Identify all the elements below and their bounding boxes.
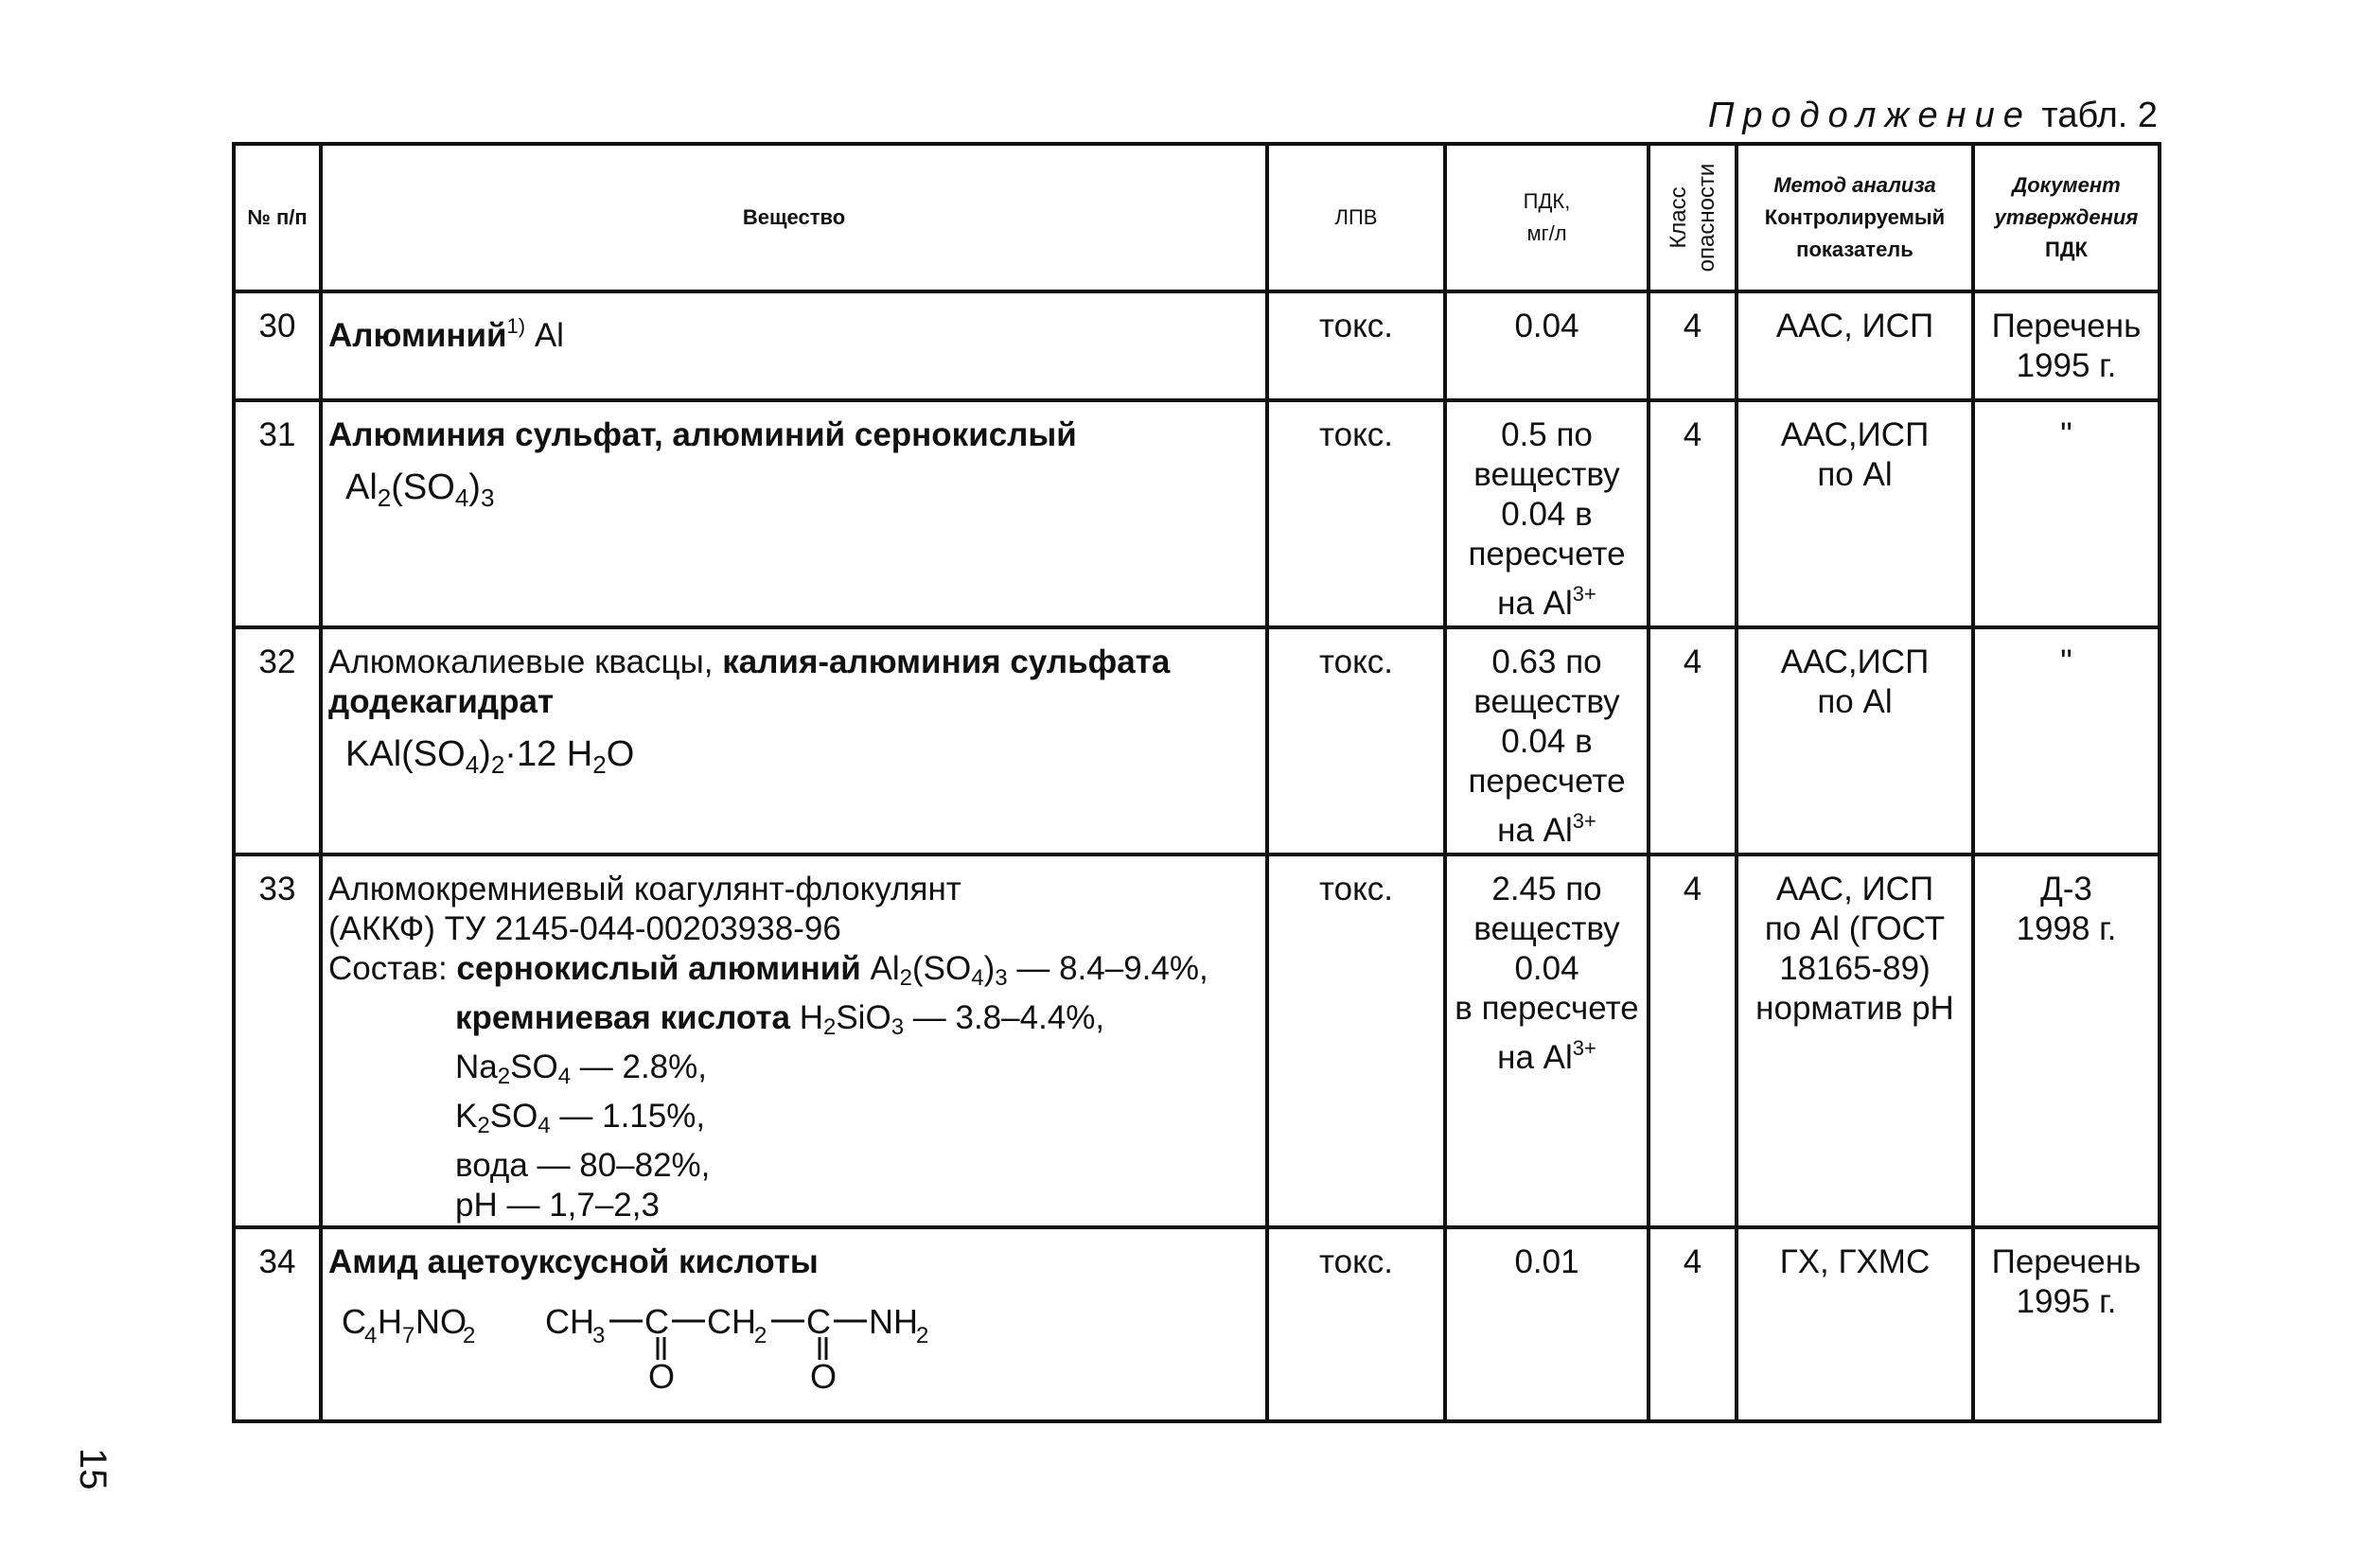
composition-line [328,1097,1260,1146]
header-no: № п/п [234,144,321,291]
formula-sub: 2 [592,750,607,779]
table-row [234,627,2160,854]
formula-sub: 3 [891,1014,905,1040]
substance-name: Алюмокремниевый коагулянт-флокулянт [328,871,961,907]
chemical-formula [345,465,1260,520]
formula-part: O [606,734,635,774]
formula-part: SO [489,1098,538,1135]
formula-part: ·12 H [504,734,593,774]
cell-substance [321,1227,1267,1421]
formula-sub: 2 [377,484,392,512]
cell-document: " [1973,400,2160,627]
cell-no: 30 [234,291,321,400]
cell-lpv: токс. [1267,854,1445,1227]
cell-pdk [1445,627,1649,854]
pdk-line: пересчете [1468,763,1626,800]
table-row [234,1227,2160,1421]
component-share: — 1.15%, [550,1098,706,1135]
substance-name [328,643,1260,682]
component-name: кремниевая кислота [455,999,790,1036]
cell-pdk [1445,854,1649,1227]
formula-part: Al [860,950,900,987]
pdk-line: веществу [1473,683,1620,720]
component-name: сернокислый алюминий [456,950,861,987]
doc-line: 1995 г. [2016,1283,2117,1320]
formula-part: ) [479,734,491,774]
pdk-ion: на Al [1497,585,1573,622]
pdk-line: 0.04 [1514,950,1579,987]
doc-line: 1998 г. [2016,910,2117,947]
cell-no: 32 [234,627,321,854]
pdk-ion-charge: 3+ [1572,1036,1596,1060]
method-line: 18165-89) [1779,950,1931,987]
doc-line: Д-3 [2040,871,2092,907]
pdk-ion-charge: 3+ [1572,809,1596,833]
chemical-formula [345,731,1260,787]
pdk-line: 0.04 в [1501,496,1593,533]
group-sub: 3 [592,1323,606,1348]
header-substance: Вещество [321,144,1267,291]
method-line: по Al [1817,456,1893,493]
cell-method: ААС, ИСП [1737,291,1973,400]
pdk-line: 0.5 по [1501,416,1593,453]
doc-line: Перечень [1991,1243,2142,1280]
composition-indent: pH — 1,7–2,3 [455,1187,660,1224]
cell-pdk [1445,400,1649,627]
atom-o2: O [810,1357,838,1396]
pdk-ion-charge: 3+ [1572,582,1596,606]
composition-line [328,1186,1260,1225]
doc-line: 1995 г. [2016,347,2117,384]
pdk-line: пересчете [1468,536,1626,573]
formula-sub: 3 [480,484,495,512]
composition-line [328,1146,1260,1186]
header-lpv: ЛПВ [1267,144,1445,291]
header-row [234,144,2160,291]
structural-formula [342,1295,1260,1400]
header-method-1: Метод анализа [1773,173,1936,197]
formula-sub: 4 [465,750,480,779]
group-sub: 2 [754,1323,767,1348]
table-row [234,291,2160,400]
table-row [234,854,2160,1227]
cell-substance [321,400,1267,627]
formula-sub: 2 [899,965,913,991]
formula-part: Al [345,467,378,507]
brutto-sub: 4 [364,1323,378,1348]
formula-part: (SO [912,950,972,987]
formula-part: Na [455,1048,498,1085]
method-line: ААС, ИСП [1775,871,1934,907]
table-row [234,400,2160,627]
composition-indent [328,1097,1260,1146]
cell-document: " [1973,627,2160,854]
pdk-line: 0.63 по [1491,643,1602,680]
brutto-sub: 7 [402,1323,415,1348]
pdk-ion: на Al [1497,1039,1573,1076]
composition-label: Состав: [328,950,457,987]
group-sub: 2 [916,1323,929,1348]
cell-method: ГХ, ГХМС [1737,1227,1973,1421]
cell-lpv: токс. [1267,400,1445,627]
group-ch2: CH [707,1302,756,1341]
substance-symbol: Al [525,317,564,354]
cell-pdk: 0.01 [1445,1227,1649,1421]
formula-sub: 4 [557,1064,572,1089]
cell-hazard: 4 [1649,291,1737,400]
brutto-no: NO [415,1302,467,1341]
composition-indent: вода — 80–82%, [455,1147,711,1184]
group-ch3: CH [545,1302,594,1341]
pdk-ion: на Al [1497,812,1573,849]
formula-part: ) [983,950,996,987]
formula-sub: 4 [454,484,469,512]
substance-name-plain: Алюмокалиевые квасцы, [328,643,723,680]
header-pdk [1445,144,1649,291]
header-method-2: Контролируемый показатель [1764,205,1946,261]
brutto-sub: 2 [463,1323,476,1348]
formula-part: SiO [836,999,891,1036]
formula-sub: 4 [538,1113,551,1138]
cell-method [1737,627,1973,854]
pdk-line: 0.04 в [1501,723,1593,760]
header-doc-1: Документ утверждения [1994,173,2139,229]
brutto-h: H [378,1302,402,1341]
cell-substance [321,854,1267,1227]
composition-line [328,949,1260,998]
cell-lpv: токс. [1267,291,1445,400]
cell-pdk: 0.04 [1445,291,1649,400]
cell-method [1737,400,1973,627]
cell-method [1737,854,1973,1227]
substance-name: Алюминия сульфат, алюминий сернокислый [328,416,1077,453]
composition-indent [328,998,1260,1048]
substance-name-bold: додекагидрат [328,683,555,720]
header-hazard-label: Класс опасности [1665,163,1719,273]
formula-sub: 2 [490,750,505,779]
header-document [1973,144,2160,291]
cell-hazard: 4 [1649,854,1737,1227]
pdk-line: в пересчете [1455,990,1639,1027]
formula-part: ) [468,467,481,507]
substance-name: Алюминий [328,317,507,354]
header-method [1737,144,1973,291]
substance-spec: (АККФ) ТУ 2145-044-00203938-96 [328,910,841,947]
method-line: ААС,ИСП [1780,643,1930,680]
atom-c2: C [806,1302,831,1341]
formula-part: SO [510,1048,558,1085]
header-doc-2: ПДК [2045,238,2088,261]
pdk-line: 2.45 по [1491,871,1602,907]
cell-hazard: 4 [1649,627,1737,854]
component-share: — 8.4–9.4%, [1007,950,1208,987]
formula-sub: 3 [995,965,1008,991]
formula-part: H [789,999,823,1036]
pdk-line [1453,1029,1641,1078]
composition-line [328,998,1260,1048]
method-line: ААС,ИСП [1780,416,1930,453]
pdk-line: веществу [1473,456,1620,493]
pdk-line: веществу [1473,910,1620,947]
header-hazard [1649,144,1737,291]
caption-continuation: Продолжение [1707,96,2032,135]
formula-part: K [455,1098,478,1135]
cell-lpv: токс. [1267,627,1445,854]
brutto-c: C [342,1302,366,1341]
header-pdk-unit: мг/л [1526,221,1567,245]
cell-hazard: 4 [1649,400,1737,627]
cell-document [1973,1227,2160,1421]
footnote-mark: 1) [506,314,526,338]
header-pdk-label: ПДК, [1523,189,1571,213]
composition-indent [328,1048,1260,1097]
pdk-line [1453,574,1641,624]
cell-document [1973,291,2160,400]
formula-sub: 2 [497,1064,511,1089]
method-line: по Al (ГОСТ [1764,910,1946,947]
caption-table-ref: табл. 2 [2041,96,2158,135]
doc-line: Перечень [1991,308,2142,344]
method-line: по Al [1817,683,1893,720]
substances-table [232,142,2161,1423]
formula-sub: 2 [822,1014,837,1040]
table-caption [1609,95,2158,136]
atom-o1: O [648,1357,676,1396]
cell-no: 31 [234,400,321,627]
formula-part: (SO [391,467,455,507]
cell-substance [321,627,1267,854]
component-share: — 3.8–4.4%, [904,999,1105,1036]
formula-sub: 2 [477,1113,490,1138]
cell-substance [321,291,1267,400]
substance-name-bold: калия-алюминия сульфата [722,643,1171,680]
method-line: норматив pH [1755,990,1954,1027]
cell-lpv: токс. [1267,1227,1445,1421]
page-number: 15 [72,1448,114,1490]
cell-hazard: 4 [1649,1227,1737,1421]
formula-sub: 4 [971,965,984,991]
cell-document [1973,854,2160,1227]
composition-line [328,1048,1260,1097]
formula-part: KAl(SO [345,734,466,774]
pdk-line [1453,802,1641,851]
cell-no: 34 [234,1227,321,1421]
group-nh2: NH [869,1302,918,1341]
substance-name: Амид ацетоуксусной кислоты [328,1243,819,1280]
cell-no: 33 [234,854,321,1227]
atom-c1: C [644,1302,669,1341]
structure-svg [342,1295,1004,1396]
component-share: — 2.8%, [571,1048,707,1085]
